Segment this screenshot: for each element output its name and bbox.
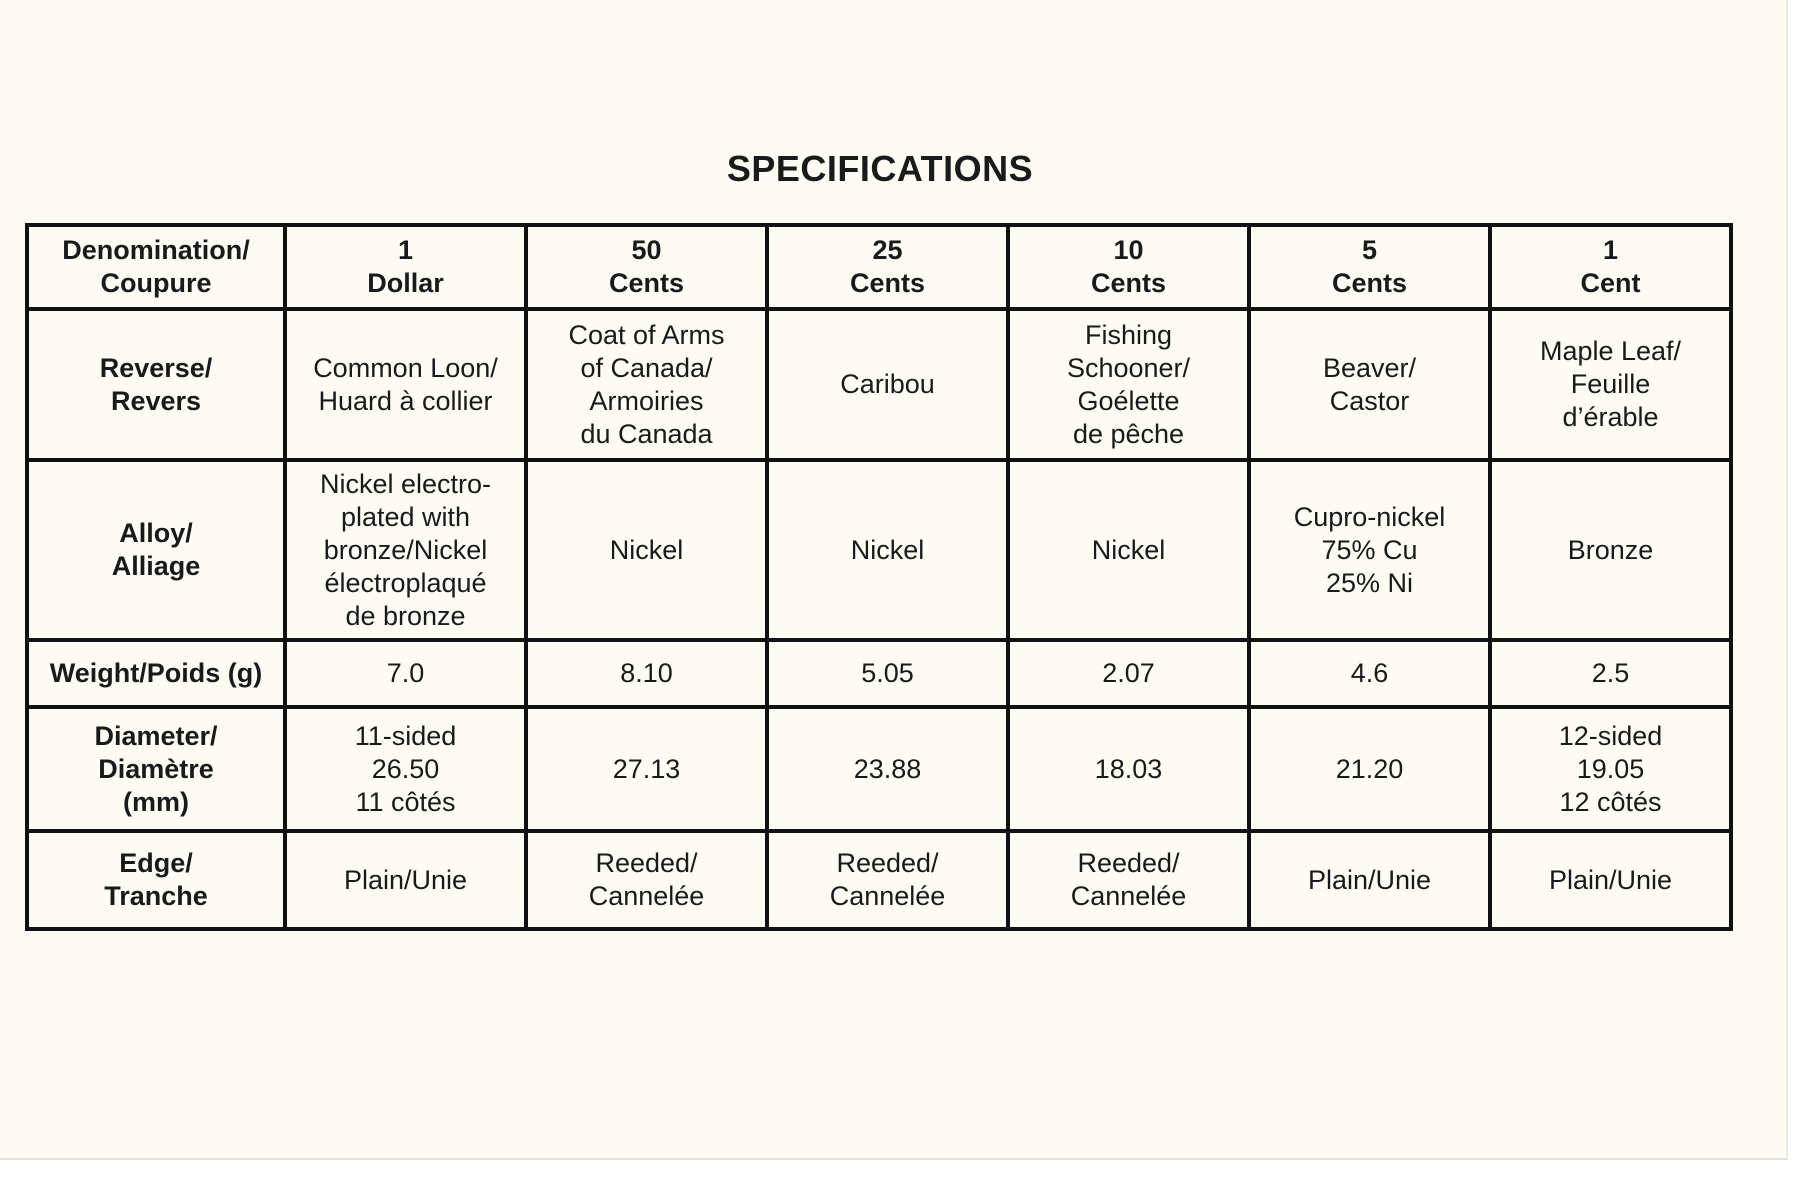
- table-row-edge: [27, 831, 1731, 929]
- table-cell: 2.07: [1008, 640, 1249, 707]
- column-header-1-cent: 1 Cent: [1490, 225, 1731, 309]
- table-cell: Bronze: [1490, 460, 1731, 640]
- row-header-weight: Weight/Poids (g): [27, 640, 285, 707]
- table-cell: Common Loon/ Huard à collier: [285, 309, 526, 460]
- table-row-denomination: [27, 225, 1731, 309]
- table-cell: Plain/Unie: [1490, 831, 1731, 929]
- column-header-1-dollar: 1 Dollar: [285, 225, 526, 309]
- table-cell: 7.0: [285, 640, 526, 707]
- table-cell: Reeded/ Cannelée: [767, 831, 1008, 929]
- specifications-table: [25, 223, 1733, 931]
- table-row-reverse: [27, 309, 1731, 460]
- table-cell: 8.10: [526, 640, 767, 707]
- table-cell: 11-sided 26.50 11 côtés: [285, 707, 526, 831]
- column-header-50-cents: 50 Cents: [526, 225, 767, 309]
- table-row-diameter: [27, 707, 1731, 831]
- table-cell: 12-sided 19.05 12 côtés: [1490, 707, 1731, 831]
- column-header-10-cents: 10 Cents: [1008, 225, 1249, 309]
- row-header-denomination: Denomination/ Coupure: [27, 225, 285, 309]
- table-cell: Coat of Arms of Canada/ Armoiries du Canada: [526, 309, 767, 460]
- table-cell: 5.05: [767, 640, 1008, 707]
- row-header-alloy: Alloy/ Alliage: [27, 460, 285, 640]
- table-cell: Plain/Unie: [285, 831, 526, 929]
- table-cell: 2.5: [1490, 640, 1731, 707]
- page-title: SPECIFICATIONS: [726, 148, 1034, 189]
- table-cell: Reeded/ Cannelée: [526, 831, 767, 929]
- column-header-5-cents: 5 Cents: [1249, 225, 1490, 309]
- table-cell: 18.03: [1008, 707, 1249, 831]
- table-cell: Plain/Unie: [1249, 831, 1490, 929]
- row-header-reverse: Reverse/ Revers: [27, 309, 285, 460]
- row-header-diameter: Diameter/ Diamètre (mm): [27, 707, 285, 831]
- table-cell: Fishing Schooner/ Goélette de pêche: [1008, 309, 1249, 460]
- table-cell: Nickel: [1008, 460, 1249, 640]
- row-header-edge: Edge/ Tranche: [27, 831, 285, 929]
- table-cell: 21.20: [1249, 707, 1490, 831]
- table-cell: Nickel electro- plated with bronze/Nickel électroplaqué de bronze: [285, 460, 526, 640]
- table-row-weight: [27, 640, 1731, 707]
- table-cell: Nickel: [526, 460, 767, 640]
- table-cell: Maple Leaf/ Feuille d’érable: [1490, 309, 1731, 460]
- table-cell: Cupro-nickel 75% Cu 25% Ni: [1249, 460, 1490, 640]
- table-cell: Caribou: [767, 309, 1008, 460]
- table-row-alloy: [27, 460, 1731, 640]
- table-cell: Reeded/ Cannelée: [1008, 831, 1249, 929]
- table-cell: 4.6: [1249, 640, 1490, 707]
- column-header-25-cents: 25 Cents: [767, 225, 1008, 309]
- table-cell: Nickel: [767, 460, 1008, 640]
- table-cell: 27.13: [526, 707, 767, 831]
- table-cell: 23.88: [767, 707, 1008, 831]
- table-cell: Beaver/ Castor: [1249, 309, 1490, 460]
